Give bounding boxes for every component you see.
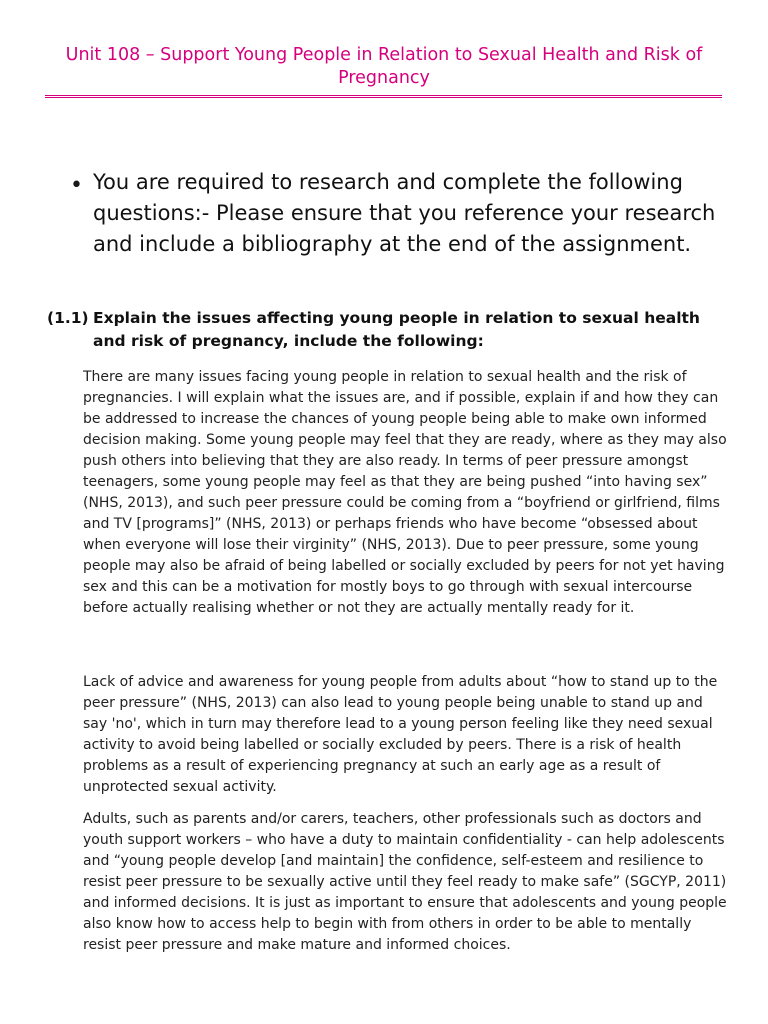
title-underline	[45, 95, 722, 98]
body-paragraph: Adults, such as parents and/or carers, teachers, other professionals such as doctors and youth support workers – who have a duty to maintain confidentiality - can help adolescents and “young people develop [and maintain] the confidence, self-esteem and resilience to resist peer pressure to be sexually active until they feel ready to make safe” (SGCYP, 2011) and informed decisions. It is just as important to ensure that adolescents and young people also know how to access help to begin with from others in order to be able to mentally resist peer pressure and make mature and informed choices.	[83, 811, 727, 953]
question-number: (1.1)	[47, 309, 89, 327]
body-paragraph: Lack of advice and awareness for young people from adults about “how to stand up to the peer pressure” (NHS, 2013) can also lead to young people being unable to stand up and say 'no', which in turn may therefore lead to a young person feeling like they need sexual activity to avoid being labelled or socially excluded by peers. There is a risk of health problems as a result of experiencing pregnancy at such an early age as a result of unprotected sexual activity.	[83, 674, 718, 795]
question-heading	[47, 307, 737, 353]
body-paragraph: There are many issues facing young people in relation to sexual health and the risk of pregnancies. I will explain what the issues are, and if possible, explain if and how they can be addressed to increase the chances of young people being able to make own informed decision making. Some young people may feel that they are ready, where as they may also push others into believing that they are also ready. In terms of peer pressure amongst teenagers, some young people may feel as that they are being pushed “into having sex” (NHS, 2013), and such peer pressure could be coming from a “boyfriend or girlfriend, films and TV [programs]” (NHS, 2013) or perhaps friends who have become “obsessed about when everyone will lose their virginity” (NHS, 2013). Due to peer pressure, some young people may also be afraid of being labelled or socially excluded by peers for not yet having sex and this can be a motivation for mostly boys to go through with sexual intercourse before actually realising whether or not they are actually mentally ready for it.	[83, 369, 727, 616]
question-text: Explain the issues affecting young people in relation to sexual health and risk of pregnancy, include the following:	[93, 309, 700, 350]
document-title: Unit 108 – Support Young People in Relation to Sexual Health and Risk of Pregnancy	[65, 45, 703, 88]
bullet-icon: •	[70, 173, 83, 198]
instruction-text: You are required to research and complete the following questions:- Please ensure that you reference your research and include a bibliography at the end of the assignment.	[93, 170, 716, 256]
instruction-bullet	[70, 167, 730, 260]
